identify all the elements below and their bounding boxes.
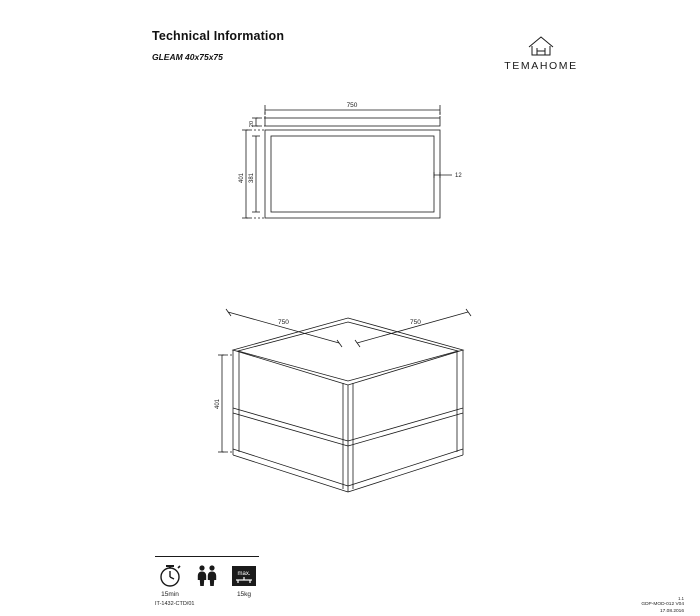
assembly-time-label: 15min bbox=[161, 591, 179, 598]
dim-persp-width-right: 750 bbox=[410, 319, 421, 326]
page-title: Technical Information bbox=[152, 29, 285, 43]
footer-date: 17.08.2016 bbox=[659, 609, 684, 615]
dim-top-depth-outer: 401 bbox=[239, 172, 245, 184]
footer-divider bbox=[155, 556, 259, 557]
footer-version: 1.1 bbox=[678, 596, 684, 601]
two-persons-icon bbox=[192, 563, 222, 589]
dim-top-width: 750 bbox=[346, 102, 358, 109]
dim-persp-width-left: 750 bbox=[278, 319, 289, 326]
dim-top-thickness: 20 bbox=[249, 120, 255, 128]
footer-right-codes bbox=[641, 596, 684, 616]
max-load-icon bbox=[229, 563, 259, 589]
product-model-label: GLEAM 40x75x75 bbox=[152, 52, 223, 62]
max-load-text: max. bbox=[237, 571, 251, 577]
dim-persp-height: 401 bbox=[215, 398, 221, 410]
dim-top-depth-inner: 381 bbox=[249, 172, 255, 184]
max-load-label: 15kg bbox=[236, 591, 252, 598]
footer-left-code: IT-1432-CTD/01 bbox=[155, 601, 195, 607]
footer-ref: GDP-MOD-012 V04 bbox=[641, 602, 684, 608]
dim-frame-thickness: 12 bbox=[455, 173, 462, 179]
brand-name: TEMAHOME bbox=[504, 60, 578, 72]
assembly-time-icon bbox=[155, 563, 185, 589]
